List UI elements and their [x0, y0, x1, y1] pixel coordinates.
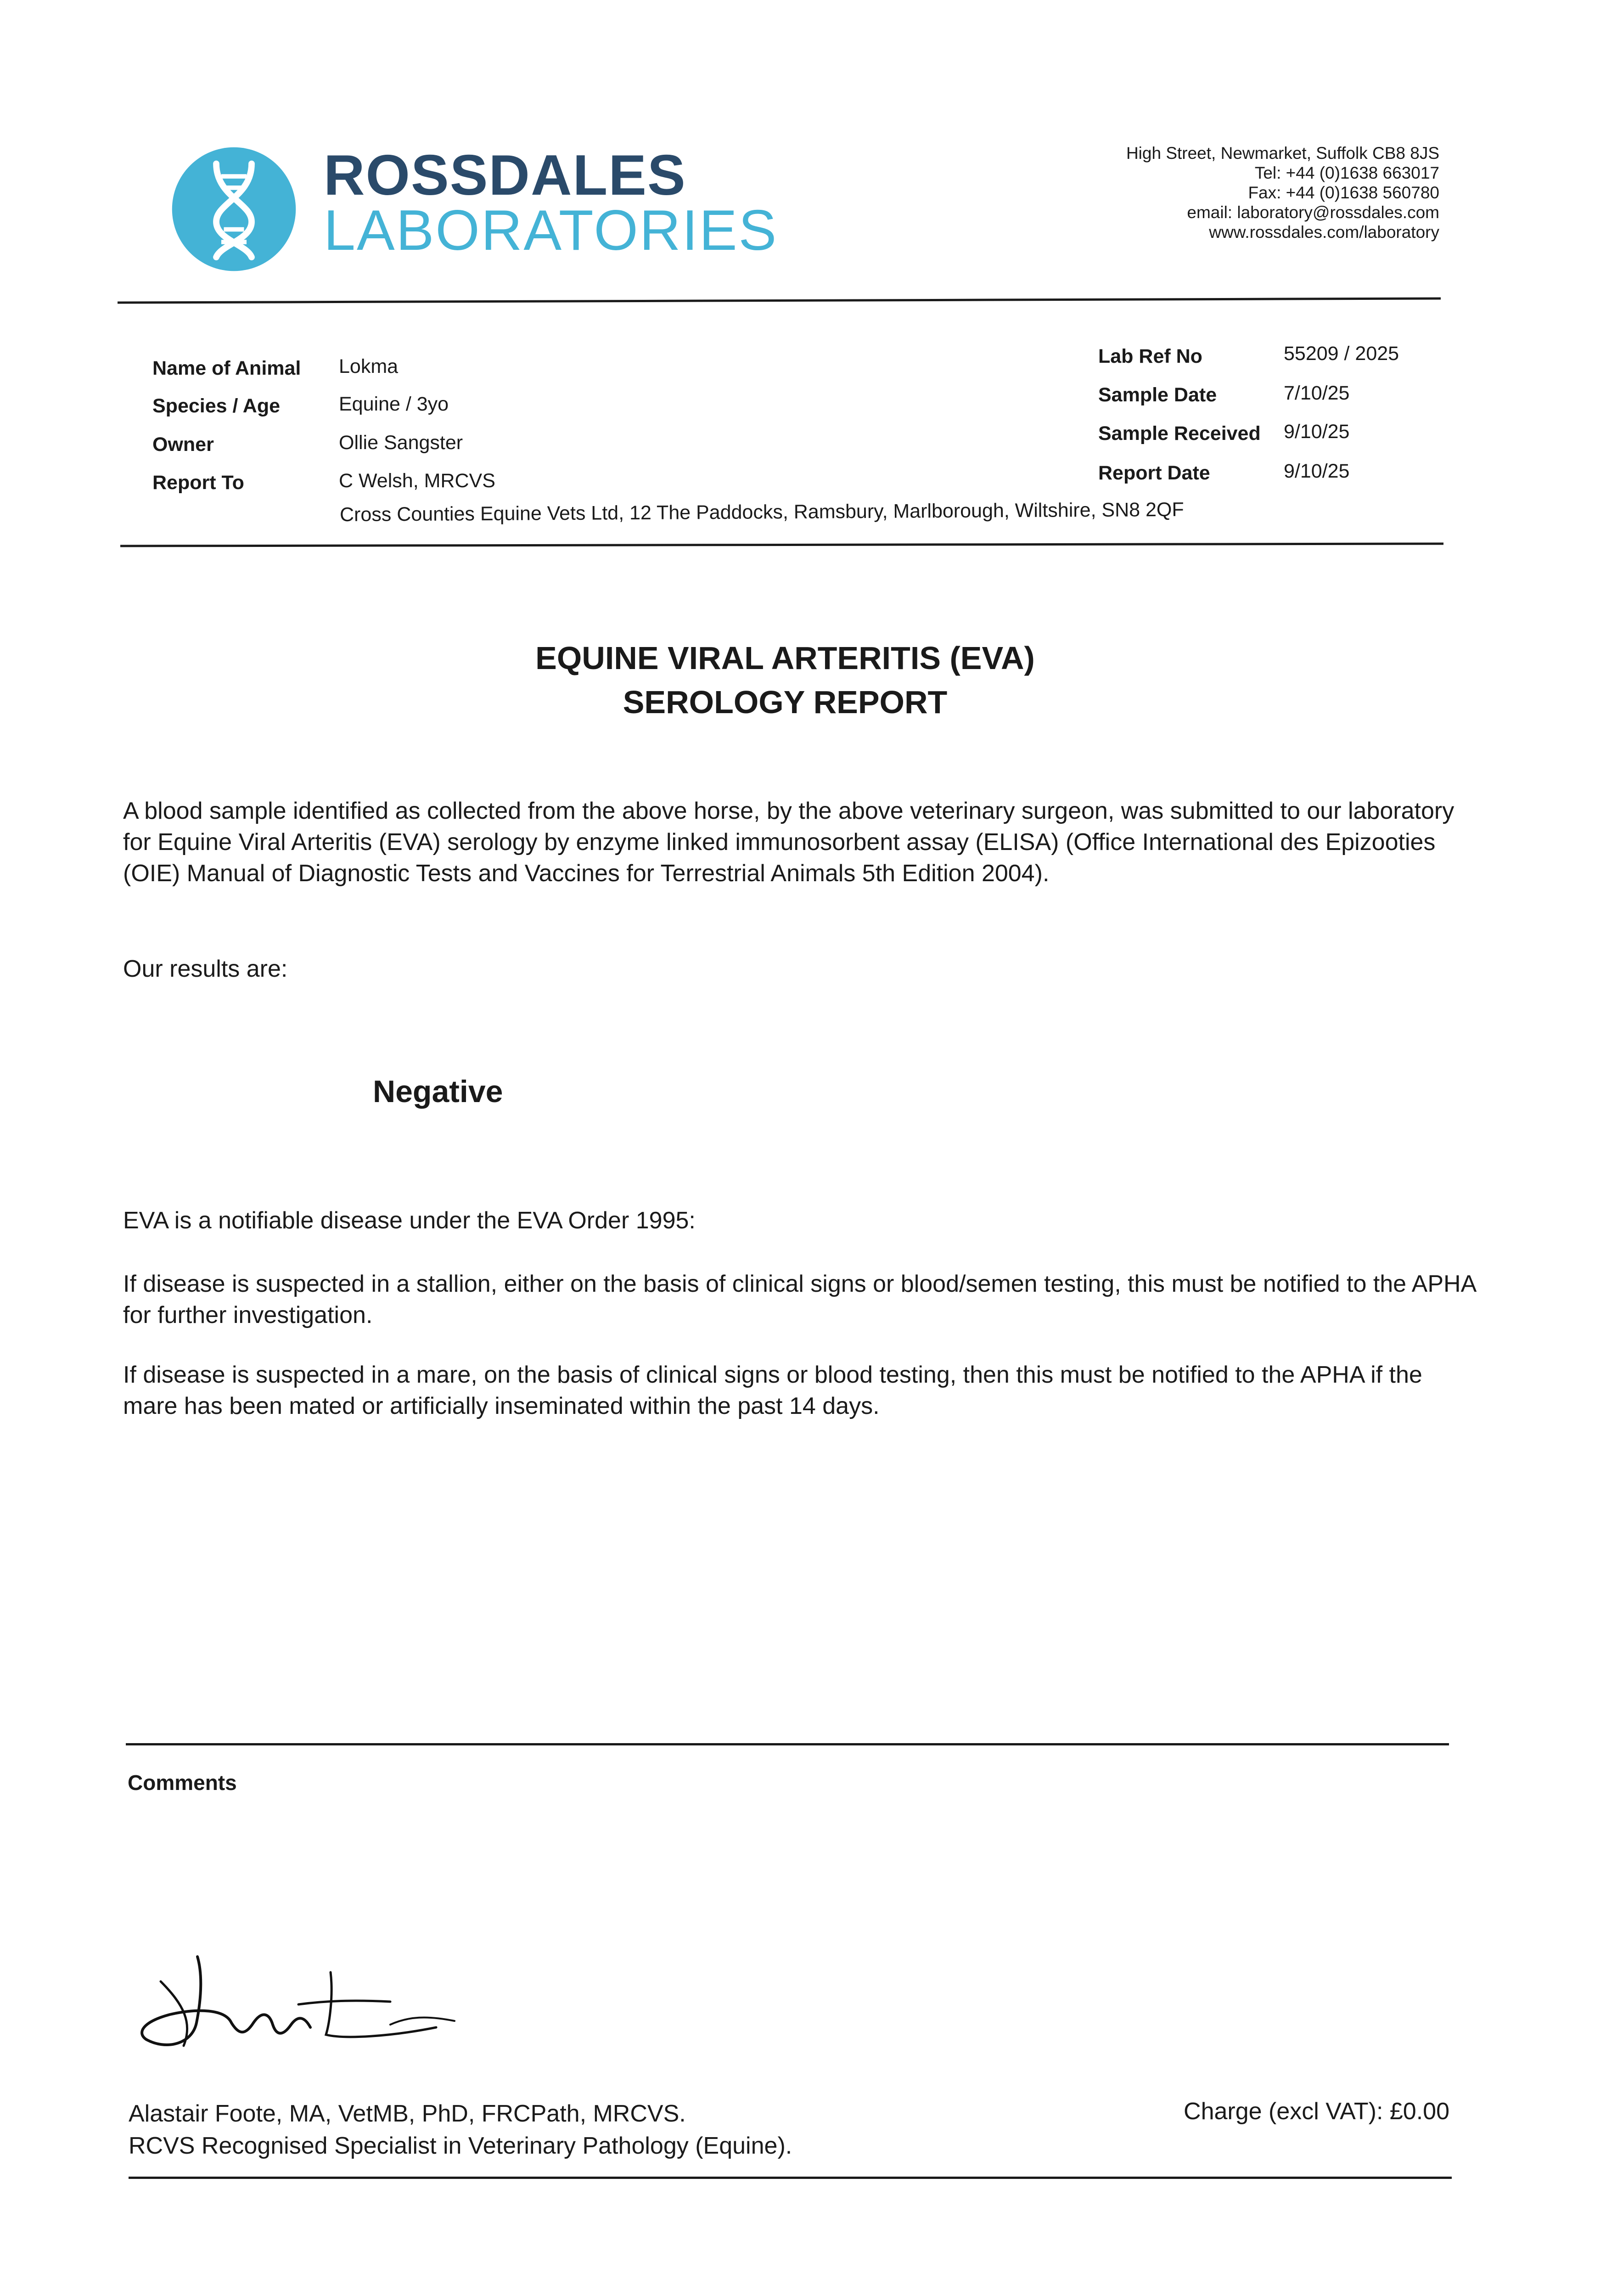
sample-date-label: Sample Date: [1098, 384, 1217, 406]
signer-name: Alastair Foote, MA, VetMB, PhD, FRCPath, MRCVS.: [129, 2100, 686, 2127]
dna-logo-icon: [171, 146, 297, 272]
practice-address: Cross Counties Equine Vets Ltd, 12 The Paddocks, Ramsbury, Marlborough, Wiltshire, SN8 2QF: [339, 498, 1184, 526]
lab-contact-block: [888, 143, 1439, 242]
notifiable-statement: EVA is a notifiable disease under the EVA Order 1995:: [123, 1207, 696, 1234]
name-of-animal-label: Name of Animal: [152, 357, 301, 379]
details-divider: [120, 542, 1443, 547]
report-date-value: 9/10/25: [1284, 460, 1350, 482]
intro-paragraph: A blood sample identified as collected from the above horse, by the above veterinary surgeon, was submitted to our laboratory for Equine Viral Arteritis (EVA) serology by enzyme linked immunosorbent assay (ELISA) (Office International des Epizooties (OIE) Manual of Diagnostic Tests and Vaccines for Terrestrial Animals 5th Edition 2004).: [123, 798, 1455, 887]
report-title-line1: EQUINE VIRAL ARTERITIS (EVA): [535, 640, 1035, 676]
sample-date-value: 7/10/25: [1284, 382, 1350, 404]
signature-icon: [133, 1954, 482, 2064]
species-age-label: Species / Age: [152, 395, 281, 417]
report-date-label: Report Date: [1098, 462, 1210, 484]
lab-tel: Tel: +44 (0)1638 663017: [1254, 163, 1439, 182]
report-to-value: C Welsh, MRCVS: [339, 470, 495, 492]
owner-label: Owner: [152, 433, 214, 456]
sample-received-value: 9/10/25: [1284, 421, 1350, 443]
lab-address: High Street, Newmarket, Suffolk CB8 8JS: [1126, 144, 1439, 163]
results-intro: Our results are:: [123, 956, 288, 982]
species-age-value: Equine / 3yo: [339, 393, 449, 415]
sample-received-label: Sample Received: [1098, 422, 1261, 445]
comments-label: Comments: [128, 1771, 237, 1795]
header-divider: [118, 297, 1441, 304]
test-result: Negative: [373, 1074, 503, 1109]
lab-email: email: laboratory@rossdales.com: [1187, 203, 1439, 222]
brand-name-line2: LABORATORIES: [324, 199, 778, 262]
lab-website: www.rossdales.com/laboratory: [1209, 223, 1439, 242]
comments-divider: [126, 1743, 1449, 1745]
report-title-line2: SEROLOGY REPORT: [623, 684, 948, 720]
lab-fax: Fax: +44 (0)1638 560780: [1248, 183, 1439, 202]
brand-name-line1: ROSSDALES: [324, 144, 686, 207]
stallion-guidance: If disease is suspected in a stallion, either on the basis of clinical signs or blood/semen testing, this must be notified to the APHA for further investigation.: [123, 1271, 1476, 1328]
signer-title: RCVS Recognised Specialist in Veterinary Pathology (Equine).: [129, 2133, 792, 2159]
charge: Charge (excl VAT): £0.00: [1184, 2098, 1449, 2125]
lab-ref-label: Lab Ref No: [1098, 345, 1202, 367]
footer-divider: [129, 2177, 1452, 2179]
signatory: [129, 2098, 792, 2162]
report-to-label: Report To: [152, 472, 244, 494]
owner-value: Ollie Sangster: [339, 432, 463, 454]
lab-ref-value: 55209 / 2025: [1284, 343, 1399, 365]
mare-guidance: If disease is suspected in a mare, on the basis of clinical signs or blood testing, then this must be notified to the APHA if the mare has been mated or artificially inseminated within the past 14 days.: [123, 1362, 1422, 1419]
name-of-animal-value: Lokma: [339, 355, 399, 377]
